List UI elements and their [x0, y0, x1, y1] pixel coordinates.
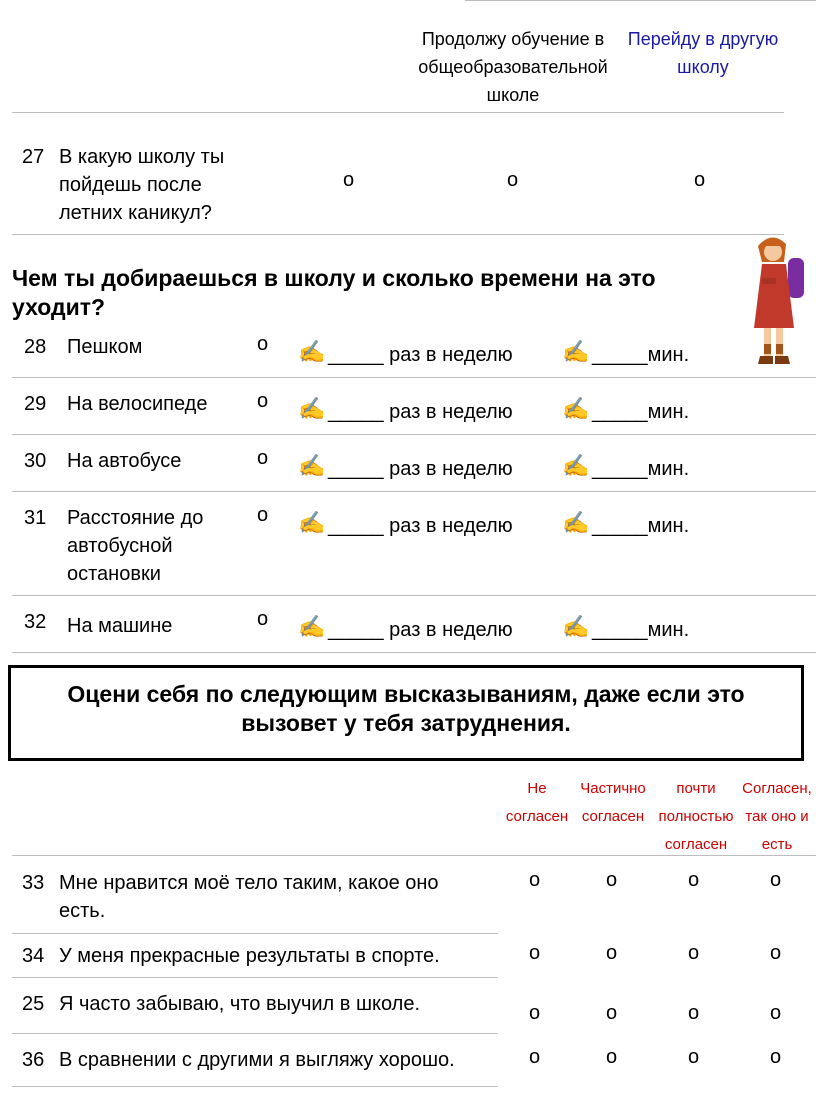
- scale-agree: Согласен, так оно и есть: [742, 780, 812, 853]
- rating-option[interactable]: o: [529, 942, 541, 964]
- times-per-week-field[interactable]: _____ раз в неделю: [328, 344, 513, 366]
- transport-label: Пешком: [67, 336, 143, 358]
- transport-option[interactable]: o: [257, 333, 269, 355]
- row-divider: [12, 933, 498, 934]
- times-per-week-field[interactable]: _____ раз в неделю: [328, 619, 513, 641]
- row-divider: [12, 234, 784, 235]
- row-divider: [12, 112, 784, 113]
- minutes-field[interactable]: _____мин.: [592, 344, 690, 366]
- transport-label: Расстояние до автобусной остановки: [67, 507, 204, 585]
- scale-almost: почти полностью согласен: [658, 780, 734, 853]
- row-divider: [12, 595, 816, 596]
- pencil-writing-icon: ✍: [562, 453, 590, 478]
- q27-option-1[interactable]: o: [343, 169, 355, 191]
- transport-option[interactable]: o: [257, 447, 269, 469]
- minutes-field[interactable]: _____мин.: [592, 515, 690, 537]
- scale-partly: Частично согласен: [580, 780, 646, 825]
- row-divider: [12, 1086, 498, 1087]
- row-divider: [12, 977, 498, 978]
- times-per-week-field[interactable]: _____ раз в неделю: [328, 515, 513, 537]
- transport-number: 29: [24, 393, 47, 415]
- rating-statement: В сравнении с другими я выгляжу хорошо.: [59, 1049, 455, 1071]
- row-divider: [12, 377, 816, 378]
- scale-disagree: Не согласен: [505, 780, 569, 825]
- rating-instruction-box: [8, 665, 804, 761]
- pencil-writing-icon: ✍: [562, 396, 590, 421]
- q27-text: В какую школу ты пойдешь после летних каникул?: [59, 146, 225, 224]
- transport-label: На автобусе: [67, 450, 182, 472]
- q27-option-3[interactable]: o: [694, 169, 706, 191]
- transport-heading: Чем ты добираешься в школу и сколько времени на это уходит?: [12, 265, 656, 320]
- rating-option[interactable]: o: [606, 1046, 618, 1068]
- pencil-writing-icon: ✍: [298, 510, 326, 535]
- pencil-writing-icon: ✍: [562, 614, 590, 639]
- rating-option[interactable]: o: [688, 942, 700, 964]
- rating-option[interactable]: o: [688, 1046, 700, 1068]
- rating-statement: У меня прекрасные результаты в спорте.: [59, 945, 440, 967]
- rating-number: 33: [22, 872, 45, 894]
- top-rule: [465, 0, 816, 1]
- row-divider: [12, 491, 816, 492]
- transport-label: На велосипеде: [67, 393, 208, 415]
- transport-option[interactable]: o: [257, 390, 269, 412]
- rating-number: 36: [22, 1049, 45, 1071]
- times-per-week-field[interactable]: _____ раз в неделю: [328, 458, 513, 480]
- pencil-writing-icon: ✍: [298, 396, 326, 421]
- row-divider: [12, 434, 816, 435]
- row-divider: [12, 1033, 498, 1034]
- rating-option[interactable]: o: [688, 1002, 700, 1024]
- rating-instruction-text: Оцени себя по следующим высказываниям, даже если это вызовет у тебя затруднения.: [67, 681, 745, 736]
- rating-option[interactable]: o: [606, 1002, 618, 1024]
- pencil-writing-icon: ✍: [562, 339, 590, 364]
- minutes-field[interactable]: _____мин.: [592, 619, 690, 641]
- row-divider: [12, 855, 816, 856]
- transport-option[interactable]: o: [257, 504, 269, 526]
- rating-number: 34: [22, 945, 45, 967]
- transport-number: 28: [24, 336, 47, 358]
- pencil-writing-icon: ✍: [562, 510, 590, 535]
- rating-option[interactable]: o: [688, 869, 700, 891]
- rating-statement: Я часто забываю, что выучил в школе.: [59, 993, 421, 1015]
- q27-col1-header: Продолжу обучение в общеобразовательной школе: [418, 29, 608, 105]
- rating-option[interactable]: o: [770, 1046, 782, 1068]
- minutes-field[interactable]: _____мин.: [592, 458, 690, 480]
- transport-number: 30: [24, 450, 47, 472]
- minutes-field[interactable]: _____мин.: [592, 401, 690, 423]
- times-per-week-field[interactable]: _____ раз в неделю: [328, 401, 513, 423]
- q27-col2-header: Перейду в другую школу: [627, 29, 779, 77]
- q27-number: 27: [22, 146, 45, 168]
- transport-label: На машине: [67, 615, 173, 637]
- rating-option[interactable]: o: [529, 1046, 541, 1068]
- rating-option[interactable]: o: [529, 1002, 541, 1024]
- rating-option[interactable]: o: [529, 869, 541, 891]
- q27-option-2[interactable]: o: [507, 169, 519, 191]
- schoolgirl-illustration: [748, 232, 808, 378]
- pencil-writing-icon: ✍: [298, 453, 326, 478]
- transport-option[interactable]: o: [257, 608, 269, 630]
- rating-number: 25: [22, 993, 45, 1015]
- row-divider: [12, 652, 816, 653]
- pencil-writing-icon: ✍: [298, 614, 326, 639]
- pencil-writing-icon: ✍: [298, 339, 326, 364]
- rating-option[interactable]: o: [770, 869, 782, 891]
- rating-option[interactable]: o: [770, 942, 782, 964]
- transport-number: 31: [24, 507, 47, 529]
- transport-number: 32: [24, 611, 47, 633]
- rating-option[interactable]: o: [606, 869, 618, 891]
- rating-option[interactable]: o: [606, 942, 618, 964]
- rating-option[interactable]: o: [770, 1002, 782, 1024]
- rating-statement: Мне нравится моё тело таким, какое оно есть.: [59, 872, 439, 922]
